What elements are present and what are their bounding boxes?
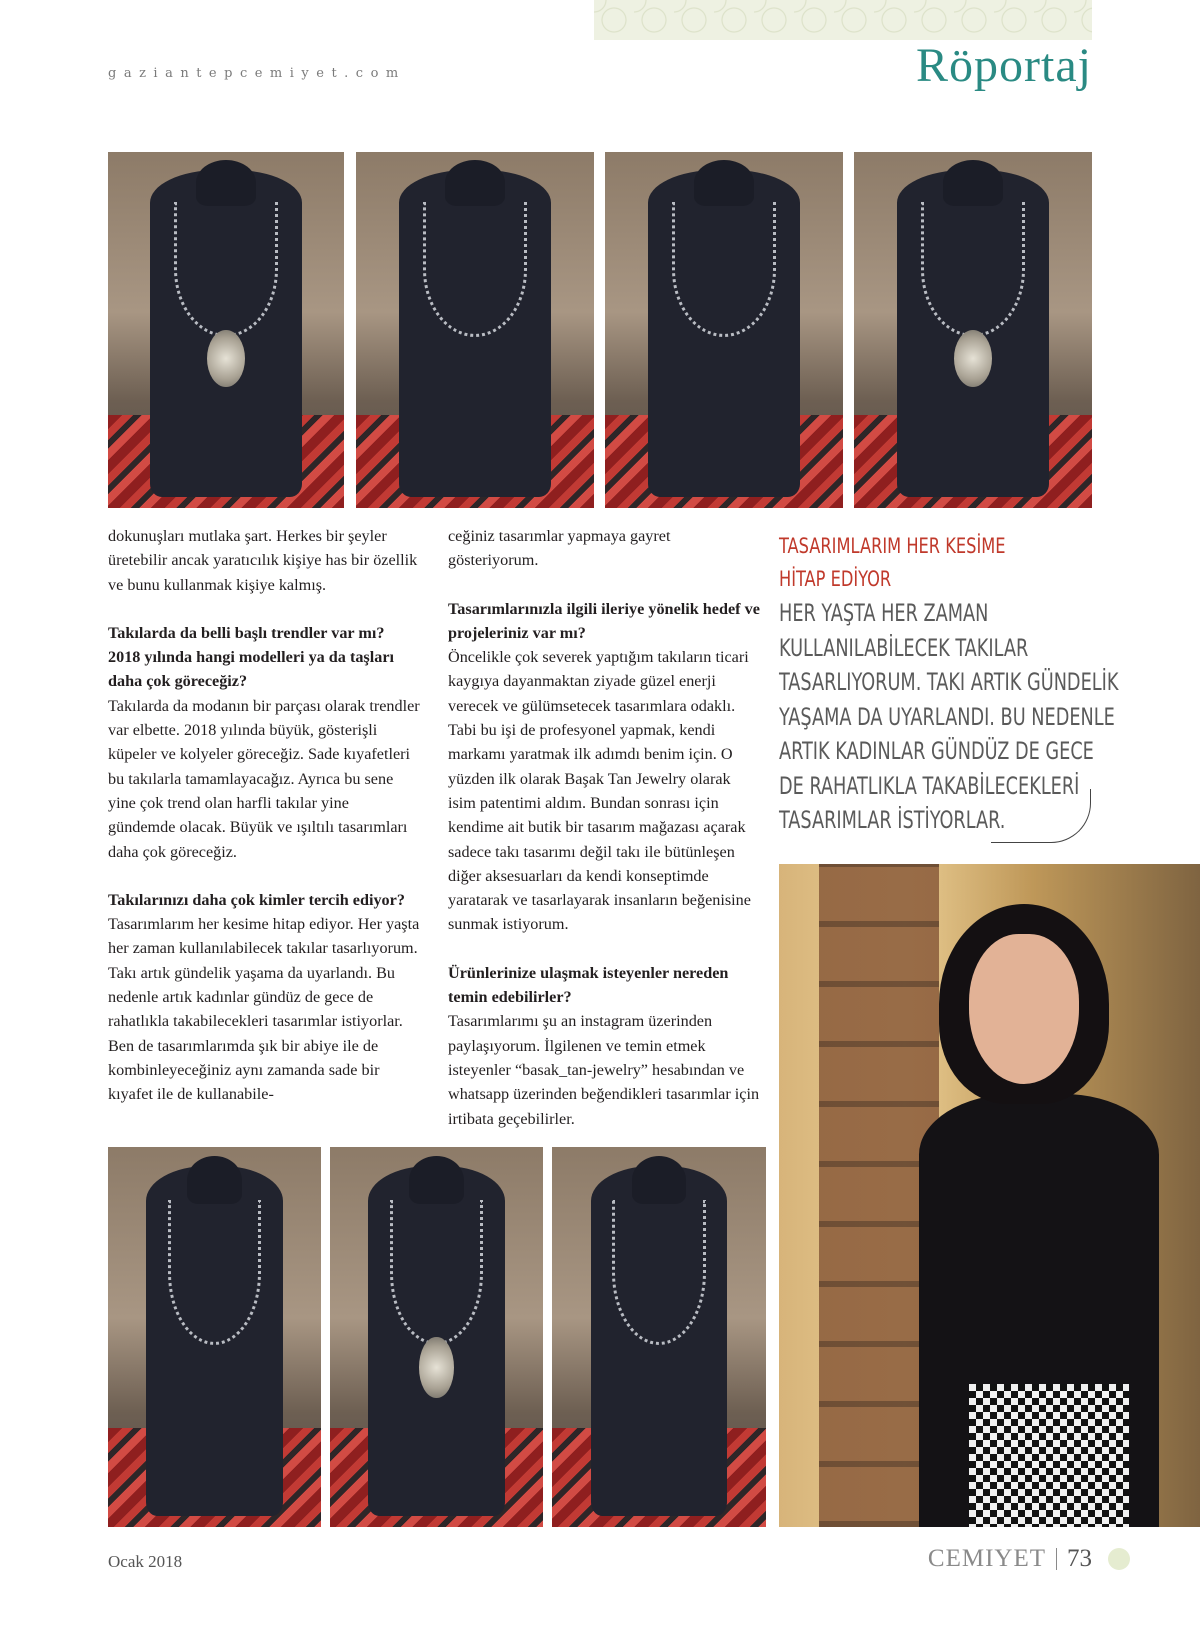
header-pattern-band [594, 0, 1092, 40]
necklace-photo-3 [605, 152, 843, 508]
text-column-2 [448, 524, 760, 1131]
pull-quote-headline-line: HİTAP EDİYOR [779, 567, 892, 591]
footer-separator [1056, 1548, 1057, 1570]
magazine-brand: CEMIYET [927, 1545, 1046, 1572]
page-number: 73 [1067, 1545, 1092, 1572]
question-where-to-buy: Ürünlerinize ulaşmak isteyenler nereden temin edebilirler? [448, 963, 729, 1007]
pull-quote-body-line: TASARIMLAR İSTİYORLAR. [779, 806, 1006, 834]
answer-projects: Öncelikle çok severek yaptığım takıların ticari kaygıya dayanmaktan ziyade güzel enerji verecek ve gülümsetecek tasarımlara odaklı. Tabi bu işi de profesyonel yapmak, kendi markamı yaratmak ilk adımdı benim için. O yüzden ilk olarak Başak Tan Jewelry olarak isim patentimi aldım. Bundan sonrası için kendime ait butik bir tasarım mağazası açarak sadece takı tasarımı değil takı ile bütünleşen diğer aksesuarları da kendi konseptimde yaratarak ve tasarlayarak insanların beğenisine sunmak istiyorum. [448, 648, 751, 934]
column2-intro: ceğiniz tasarımlar yapmaya gayret gösteriyorum. [448, 527, 671, 570]
issue-date: Ocak 2018 [108, 1552, 183, 1571]
pull-quote-body-line: ARTIK KADINLAR GÜNDÜZ DE GECE [779, 737, 1094, 765]
answer-trends: Takılarda da modanın bir parçası olarak trendler var elbette. 2018 yılında büyük, gösterişli küpeler ve kolyeler göreceğiz. Sade kıyafetleri bu takılarla tamamlayacağız. Ayrıca bu sene yine çok trend olan harfli takılar yine gündemde olacak. Büyük ve ışıltılı tasarımları daha çok göreceğiz. [108, 696, 420, 861]
necklace-photo-7 [552, 1147, 766, 1527]
pull-quote-body-line: HER YAŞTA HER ZAMAN [779, 599, 989, 627]
answer-customers: Tasarımlarım her kesime hitap ediyor. Her yaşta her zaman kullanılabilecek takılar tasarlıyorum. Takı artık gündelik yaşama da uyarlandı. Bu nedenle artık kadınlar gündüz de gece de rahatlıkla takabilecekleri tasarımlar istiyorlar. Ben de tasarımlarımda şık bir abiye ile de kombinleyeceğiniz aynı zamanda sade bir kıyafet ile de kullanabile- [108, 915, 420, 1104]
pull-quote-body-line: KULLANILABİLECEK TAKILAR [779, 633, 1029, 662]
question-projects: Tasarımlarınızla ilgili ileriye yönelik hedef ve projeleriniz var mı? [448, 599, 760, 642]
site-url: gaziantepcemiyet.com [108, 66, 406, 81]
necklace-photo-1 [108, 152, 344, 508]
question-trends: Takılarda da belli başlı trendler var mı? 2018 yılında hangi modelleri ya da taşları daha çok göreceğiz? [108, 623, 395, 691]
pull-quote-body-line: YAŞAMA DA UYARLANDI. BU NEDENLE [779, 702, 1115, 731]
section-title: Röportaj [916, 39, 1092, 92]
necklace-photo-6 [330, 1147, 543, 1527]
text-column-1 [108, 524, 420, 1107]
pull-quote-body-line: DE RAHATLIKLA TAKABİLECEKLERİ [779, 771, 1080, 800]
footer-branding [928, 1545, 1092, 1573]
pull-quote-body-line: TASARLIYORUM. TAKI ARTIK GÜNDELİK [779, 668, 1119, 696]
necklace-photo-4 [854, 152, 1092, 508]
question-customers: Takılarınızı daha çok kimler tercih ediyor? [108, 890, 405, 909]
necklace-photo-2 [356, 152, 594, 508]
designer-portrait-photo [779, 864, 1200, 1527]
footer-dot-ornament [1108, 1548, 1130, 1570]
answer-where-to-buy: Tasarımlarımı şu an instagram üzerinden paylaşıyorum. İlgilenen ve temin etmek isteyenler “basak_tan-jewelry” hesabından ve whatsapp üzerinden beğendikleri tasarımlar için irtibata geçebilirler. [448, 1012, 760, 1128]
pull-quote-headline-line: TASARIMLARIM HER KESİME [779, 534, 1006, 558]
column1-intro: dokunuşları mutlaka şart. Herkes bir şeyler üretebilir ancak yaratıcılık kişiye has bir özellik ve bunu kullanmak kişiye kalmış. [108, 527, 418, 594]
necklace-photo-5 [108, 1147, 321, 1527]
